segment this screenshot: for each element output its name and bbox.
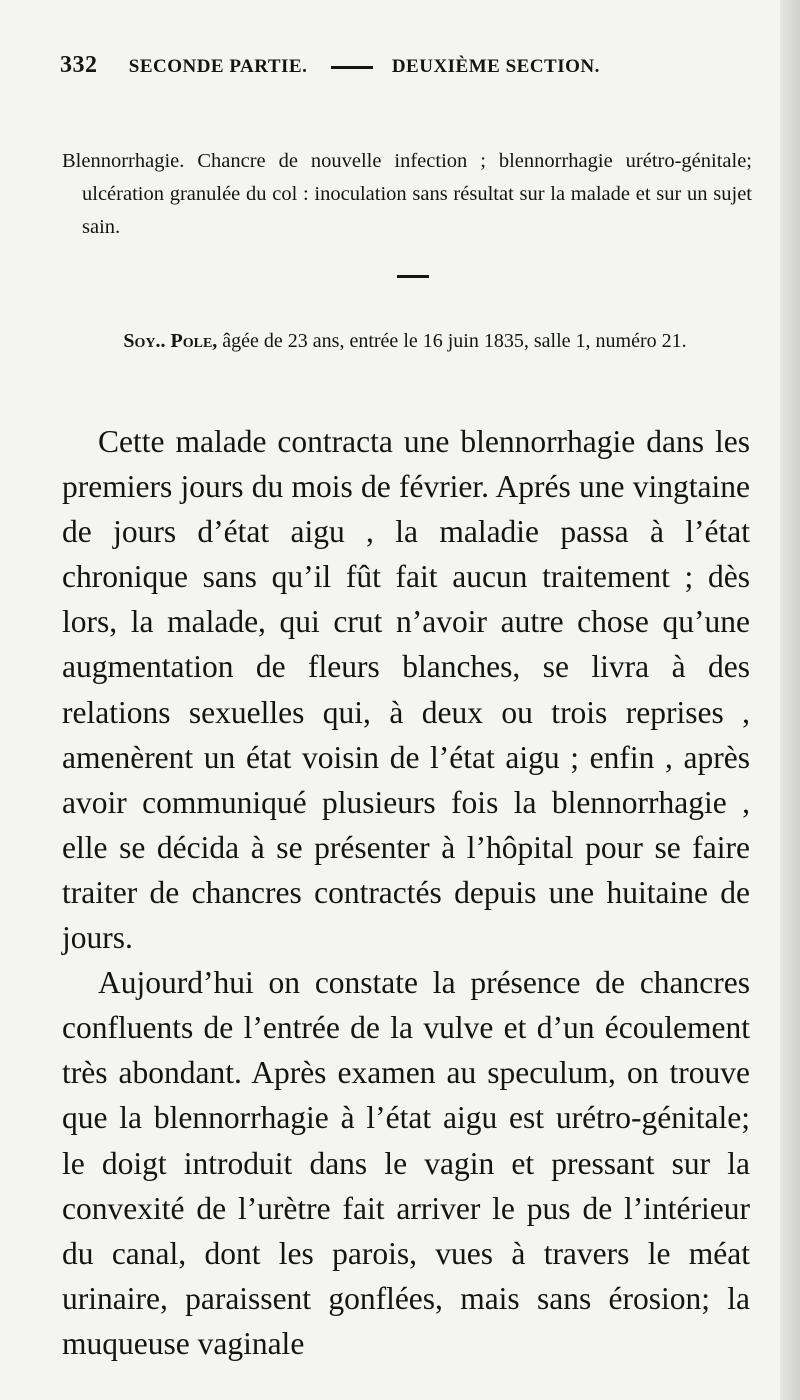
paragraph: Aujourd’hui on constate la présence de chancres confluents de l’entrée de la vulve et d’un écoulement très abondant. Après examen au speculum, on trouve que la blennorrhagie à l’état aigu est urétro-génitale; le doigt introduit dans le vagin et pressant sur la convexité de l’urètre fait arriver le pus de l’intérieur du canal, dont les parois, vues à travers le méat urinaire, paraissent gonflées, mais sans érosion; la muqueuse vaginale bbox=[62, 965, 750, 1361]
patient-name: Pole, bbox=[170, 330, 218, 352]
section-title: DEUXIÈME SECTION. bbox=[391, 56, 600, 77]
body-text bbox=[62, 419, 750, 1366]
page-edge-shadow bbox=[780, 0, 800, 1400]
paragraph: Cette malade contracta une blennorrhagie dans les premiers jours du mois de février. Aprés une vingtaine de jours d’état aigu , la maladie passa à l’état chronique sans qu’il fût fait aucun traitement ; dès lors, la malade, qui crut n’avoir autre chose qu’une augmentation de fleurs blanches, se livra à des relations sexuelles qui, à deux ou trois reprises , amenèrent un état voisin de l’état aigu ; enfin , après avoir communiqué plusieurs fois la blennorrhagie , elle se décida à se présenter à l’hôpital pour se faire traiter de chancres contractés depuis une huitaine de jours. bbox=[62, 424, 750, 956]
patient-name-abbrev: Soy.. bbox=[123, 330, 166, 352]
separator-rule bbox=[397, 275, 429, 278]
patient-details: âgée de 23 ans, entrée le 16 juin 1835, salle 1, numéro 21. bbox=[222, 330, 687, 352]
case-summary-text: Blennorrhagie. Chancre de nouvelle infection ; blennorrhagie urétro-génitale; ulcération granulée du col : inoculation sans résultat sur la malade et sur un sujet sain. bbox=[62, 150, 752, 238]
part-title: SECONDE PARTIE. bbox=[128, 56, 308, 77]
running-head bbox=[60, 52, 680, 79]
page-number: 332 bbox=[60, 52, 98, 78]
patient-info bbox=[60, 325, 750, 358]
case-summary bbox=[62, 145, 752, 244]
header-dash bbox=[331, 66, 373, 69]
